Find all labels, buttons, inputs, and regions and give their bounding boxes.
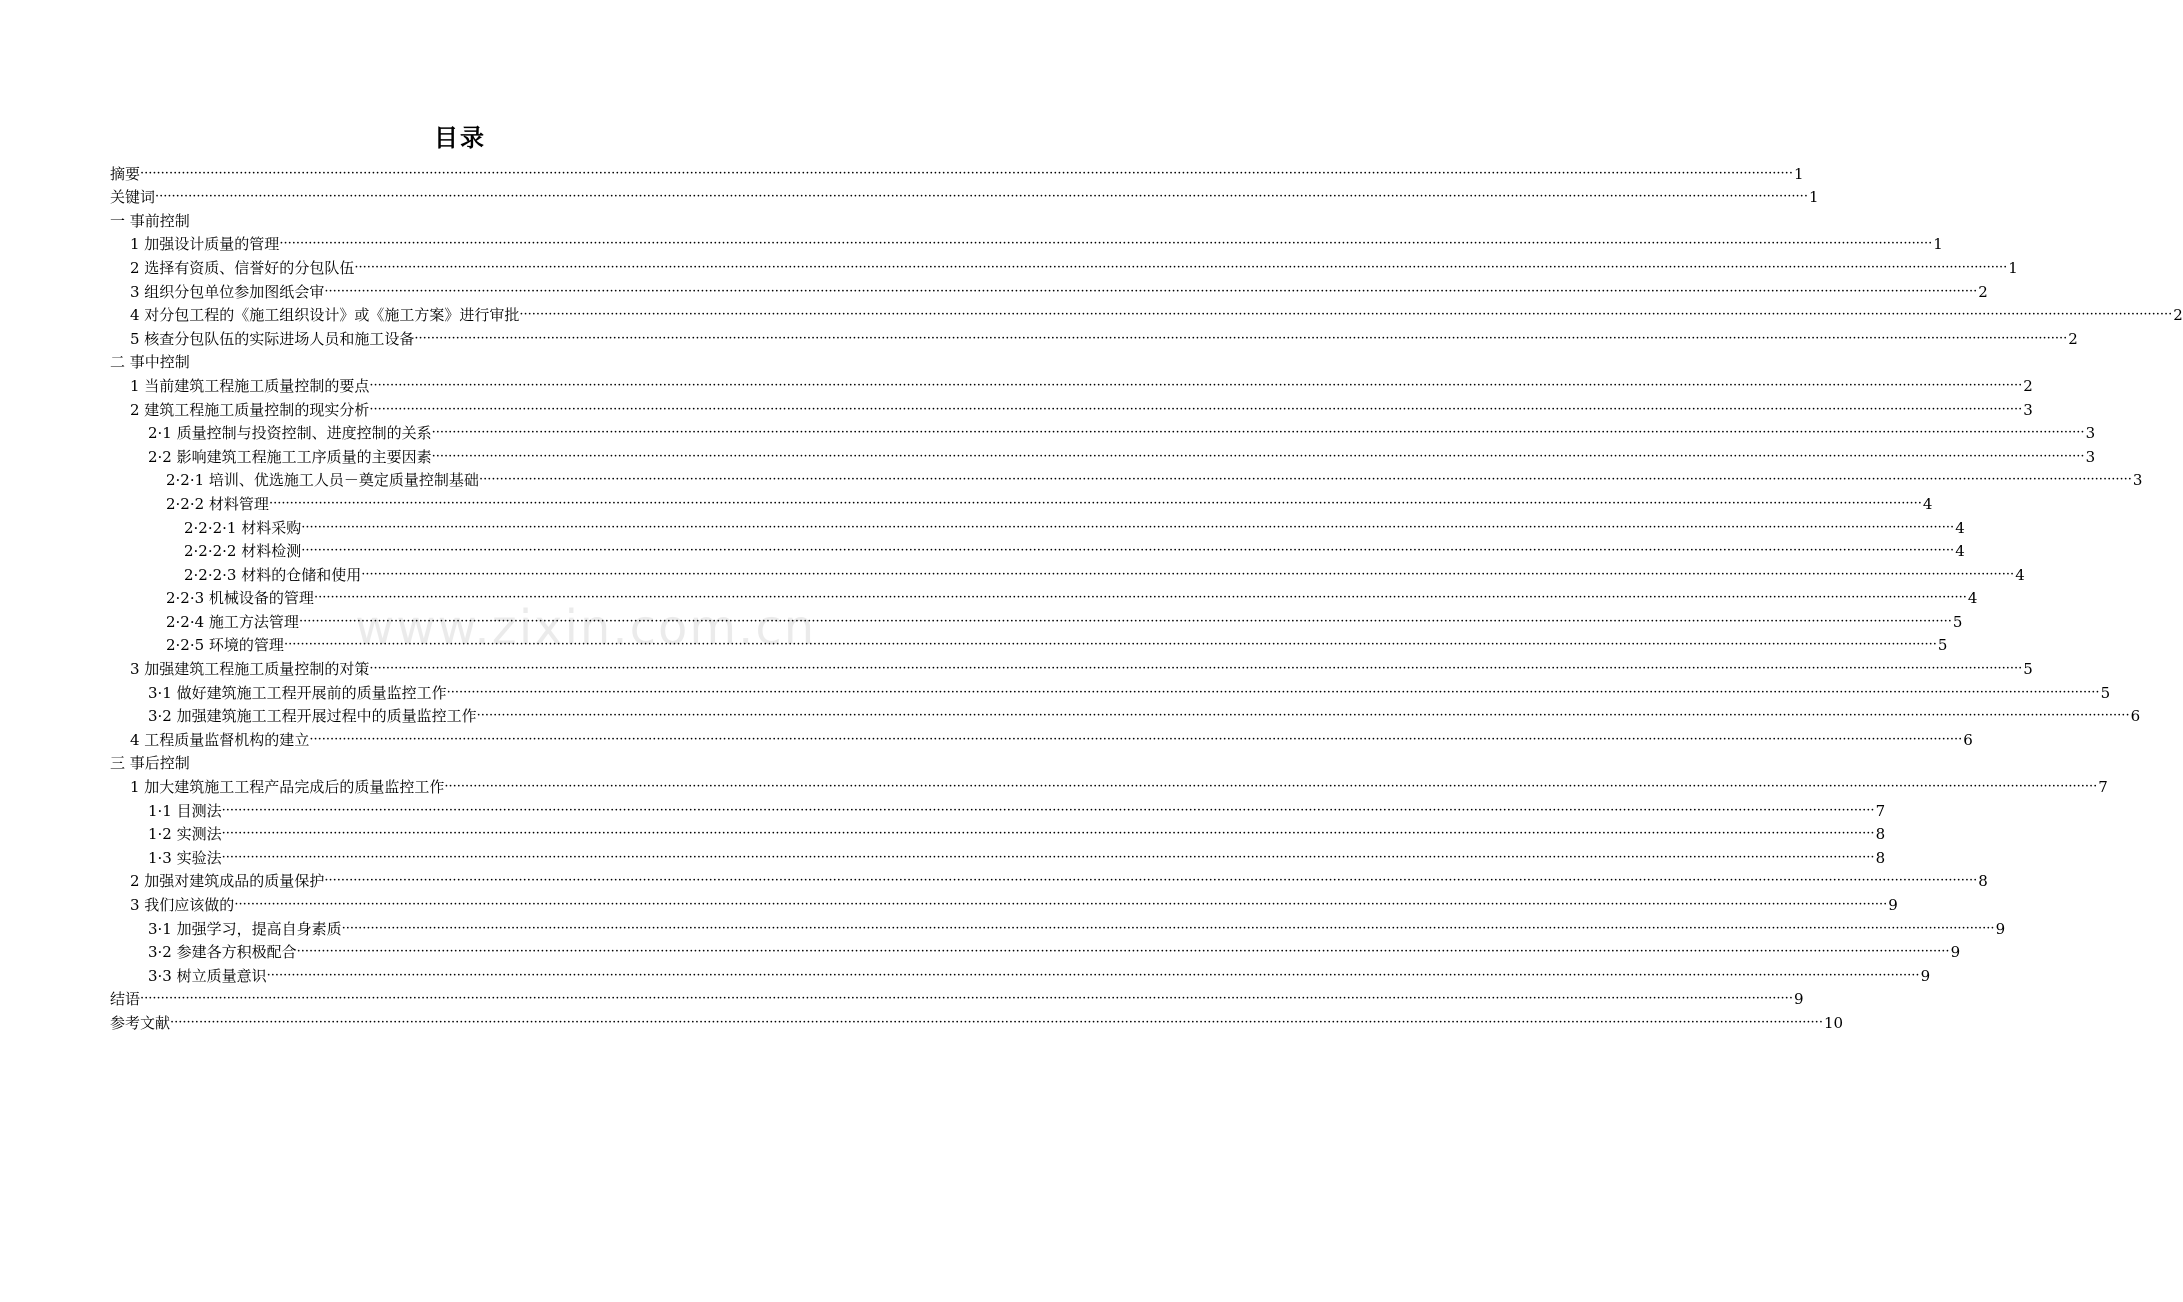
toc-entry: [110, 490, 1933, 514]
toc-entry-label: 2 加强对建筑成品的质量保护: [130, 872, 325, 891]
toc-page-number: 7: [1875, 801, 1886, 820]
toc-leader-dots: ················································································································································································································································································································································································································: [446, 684, 2100, 700]
toc-entry-label: 3·2 加强建筑施工工程开展过程中的质量监控工作: [148, 707, 477, 726]
toc-entry-label: 1·3 实验法: [148, 848, 222, 867]
toc-page-number: 6: [2130, 707, 2141, 726]
toc-entry-label: 摘要: [110, 164, 141, 183]
toc-entry-label: 2·2·2·1 材料采购: [184, 518, 302, 537]
toc-entry-label: 2·1 质量控制与投资控制、进度控制的关系: [148, 424, 432, 443]
toc-entry: [110, 962, 1931, 986]
toc-page-number: 8: [1875, 848, 1886, 867]
toc-page-number: 2: [1978, 282, 1988, 301]
toc-leader-dots: ················································································································································································································································································································································································································: [155, 189, 1808, 205]
toc-entry-label: 参考文献: [110, 1013, 171, 1032]
toc-entry: [110, 821, 1886, 845]
toc-entry: [110, 939, 1961, 963]
toc-entry-label: 3·3 树立质量意识: [148, 966, 267, 985]
toc-entry: [110, 608, 1963, 632]
toc-page-number: 5: [2023, 660, 2033, 679]
toc-entry: [110, 302, 2183, 326]
toc-leader-dots: ················································································································································································································································································································································································································: [324, 283, 1978, 299]
toc-leader-dots: ················································································································································································································································································································································································································: [296, 944, 1950, 960]
toc-entry: [110, 396, 2033, 420]
toc-entry: [110, 679, 2111, 703]
toc-entry-label: 2·2·5 环境的管理: [166, 636, 284, 655]
toc-entry-label: 一 事前控制: [110, 211, 190, 230]
toc-page-number: 1: [1933, 235, 1943, 254]
toc-leader-dots: ················································································································································································································································································································································································································: [369, 377, 2023, 393]
toc-entry: [110, 231, 1943, 255]
toc-leader-dots: ················································································································································································································································································································································································································: [221, 826, 1875, 842]
toc-section-heading: [110, 750, 825, 774]
toc-entry: [110, 868, 1988, 892]
toc-leader-dots: ················································································································································································································································································································································································································: [354, 259, 2008, 275]
toc-entry: [110, 797, 1886, 821]
toc-leader-dots: ················································································································································································································································································································································································································: [431, 448, 2085, 464]
toc-entry: [110, 443, 2096, 467]
toc-leader-dots: ················································································································································································································································································································································································································: [478, 472, 2132, 488]
toc-leader-dots: ················································································································································································································································································································································································································: [301, 519, 1955, 535]
toc-leader-dots: ················································································································································································································································································································································································································: [268, 495, 1922, 511]
toc-leader-dots: ················································································································································································································································································································································································································: [140, 165, 1793, 181]
toc-page-number: 1: [1793, 164, 1804, 183]
toc-leader-dots: ················································································································································································································································································································································································································: [476, 708, 2130, 724]
toc-entry-label: 3 加强建筑工程施工质量控制的对策: [130, 660, 370, 679]
toc-entry: [110, 773, 2108, 797]
toc-leader-dots: ················································································································································································································································································································································································································: [234, 897, 1888, 912]
toc-entry-label: 2·2·3 机械设备的管理: [166, 589, 314, 608]
toc-entry-label: 关键词: [110, 188, 156, 207]
toc-entry: [110, 184, 1819, 208]
toc-entry: [110, 891, 1898, 915]
toc-page-number: 9: [1950, 943, 1961, 962]
toc-entry-label: 结语: [110, 990, 141, 1009]
toc-entry-label: 5 核查分包队伍的实际进场人员和施工设备: [130, 329, 415, 348]
toc-entry: [110, 844, 1886, 868]
toc-entry-label: 二 事中控制: [110, 353, 190, 372]
toc-page-number: 4: [1967, 589, 1978, 608]
toc-entry: [110, 254, 2018, 278]
page-title: 目录: [434, 124, 486, 152]
toc-entry-label: 2·2·2 材料管理: [166, 494, 269, 513]
toc-page-number: 2: [2023, 376, 2033, 395]
toc-entry-label: 4 工程质量监督机构的建立: [130, 730, 310, 749]
toc-page-number: 2: [2068, 329, 2078, 348]
toc-leader-dots: ················································································································································································································································································································································································································: [431, 425, 2085, 441]
toc-leader-dots: ················································································································································································································································································································································································································: [301, 543, 1955, 559]
toc-entry-label: 2 选择有资质、信誉好的分包队伍: [130, 258, 355, 277]
toc-entry-label: 1·2 实测法: [148, 825, 222, 844]
toc-entry-label: 2·2·4 施工方法管理: [166, 612, 299, 631]
toc-entry-label: 2 建筑工程施工质量控制的现实分析: [130, 400, 370, 419]
toc-entry-label: 2·2 影响建筑工程施工工序质量的主要因素: [148, 447, 432, 466]
toc-entry-label: 1·1 目测法: [148, 801, 222, 820]
toc-entry-label: 3 我们应该做的: [130, 896, 235, 914]
toc-page-number: 1: [2008, 258, 2018, 277]
toc-entry-label: 3 组织分包单位参加图纸会审: [130, 282, 325, 301]
toc-page-number: 9: [1920, 966, 1931, 985]
toc-page-number: 5: [1952, 612, 1963, 631]
toc-leader-dots: ················································································································································································································································································································································································································: [414, 330, 2068, 346]
toc-entry: [110, 726, 1973, 750]
toc-entry-label: 2·2·1 培训、优选施工人员－奠定质量控制基础: [166, 471, 479, 490]
toc-entry: [110, 160, 1804, 184]
toc-page-number: 2: [2173, 306, 2183, 325]
toc-leader-dots: ················································································································································································································································································································································································································: [444, 779, 2098, 795]
toc-leader-dots: ················································································································································································································································································································································································································: [309, 731, 1963, 747]
toc-entry-label: 1 加大建筑施工工程产品完成后的质量监控工作: [130, 778, 445, 797]
toc-page-number: 3: [2085, 424, 2096, 443]
toc-leader-dots: ················································································································································································································································································································································································································: [140, 991, 1793, 1007]
toc-leader-dots: ················································································································································································································································································································································································································: [283, 637, 1937, 653]
toc-entry: [110, 561, 2025, 585]
toc-page-number: 3: [2023, 400, 2033, 419]
toc-page-number: 4: [2015, 565, 2025, 584]
toc-entry: [110, 514, 1965, 538]
toc-entry: [110, 420, 2096, 444]
toc-page-number: 8: [1875, 825, 1886, 844]
toc-entry: [110, 467, 2143, 491]
toc-page-number: 9: [1793, 990, 1804, 1009]
toc-entry-label: 4 对分包工程的《施工组织设计》或《施工方案》进行审批: [130, 306, 520, 325]
toc-section-heading: [110, 349, 825, 373]
toc-entry: [110, 1009, 1844, 1033]
toc-page-number: 5: [1937, 636, 1948, 655]
toc-leader-dots: ················································································································································································································································································································································································································: [519, 307, 2173, 323]
toc-entry: [110, 372, 2033, 396]
toc-entry-label: 3·2 参建各方积极配合: [148, 943, 297, 962]
toc-entry: [110, 986, 1804, 1010]
toc-entry: [110, 632, 1948, 656]
toc-section-heading: [110, 207, 825, 231]
toc-leader-dots: ················································································································································································································································································································································································································: [170, 1014, 1823, 1030]
toc-leader-dots: ················································································································································································································································································································································································································: [313, 590, 1967, 606]
toc-page-number: 1: [1808, 188, 1819, 207]
toc-leader-dots: ················································································································································································································································································································································································································: [369, 661, 2023, 677]
toc-leader-dots: ················································································································································································································································································································································································································: [369, 401, 2023, 417]
watermark: www.zixin.com.cn: [355, 600, 817, 656]
toc-page-number: 10: [1823, 1013, 1844, 1032]
toc-leader-dots: ················································································································································································································································································································································································································: [341, 920, 1995, 936]
toc-entry-label: 3·1 加强学习，提高自身素质: [148, 919, 342, 938]
toc-leader-dots: ················································································································································································································································································································································································································: [324, 873, 1978, 889]
toc-entry: [110, 278, 1988, 302]
toc-entry: [110, 703, 2141, 727]
toc-page-number: 7: [2098, 778, 2108, 797]
toc-entry-label: 三 事后控制: [110, 754, 190, 773]
toc-entry-label: 2·2·2·2 材料检测: [184, 542, 302, 561]
toc-entry: [110, 915, 2006, 939]
toc-entry: [110, 655, 2033, 679]
toc-leader-dots: ················································································································································································································································································································································································································: [221, 849, 1875, 865]
toc-page-number: 3: [2085, 447, 2096, 466]
toc-entry: [110, 325, 2078, 349]
toc-leader-dots: ················································································································································································································································································································································································································: [279, 236, 1933, 252]
toc-page-number: 5: [2100, 683, 2111, 702]
toc-page-number: 4: [1955, 542, 1965, 561]
toc-page-number: 4: [1922, 494, 1933, 513]
toc-leader-dots: ················································································································································································································································································································································································································: [221, 802, 1875, 818]
toc-entry: [110, 585, 1978, 609]
toc-page-number: 8: [1978, 872, 1988, 891]
table-of-contents: [110, 160, 2183, 1033]
toc-page-number: 3: [2132, 471, 2143, 490]
toc-entry-label: 2·2·2·3 材料的仓储和使用: [184, 565, 362, 584]
toc-entry-label: 3·1 做好建筑施工工程开展前的质量监控工作: [148, 683, 447, 702]
toc-entry: [110, 538, 1965, 562]
toc-leader-dots: ················································································································································································································································································································································································································: [266, 967, 1920, 983]
toc-page-number: 6: [1963, 730, 1973, 749]
toc-page-number: 4: [1955, 518, 1965, 537]
toc-entry-label: 1 当前建筑工程施工质量控制的要点: [130, 376, 370, 395]
toc-leader-dots: ················································································································································································································································································································································································································: [361, 566, 2015, 582]
toc-entry-label: 1 加强设计质量的管理: [130, 235, 280, 254]
toc-page-number: 9: [1995, 919, 2006, 938]
toc-page-number: 9: [1888, 896, 1898, 914]
toc-leader-dots: ················································································································································································································································································································································································································: [298, 613, 1952, 629]
